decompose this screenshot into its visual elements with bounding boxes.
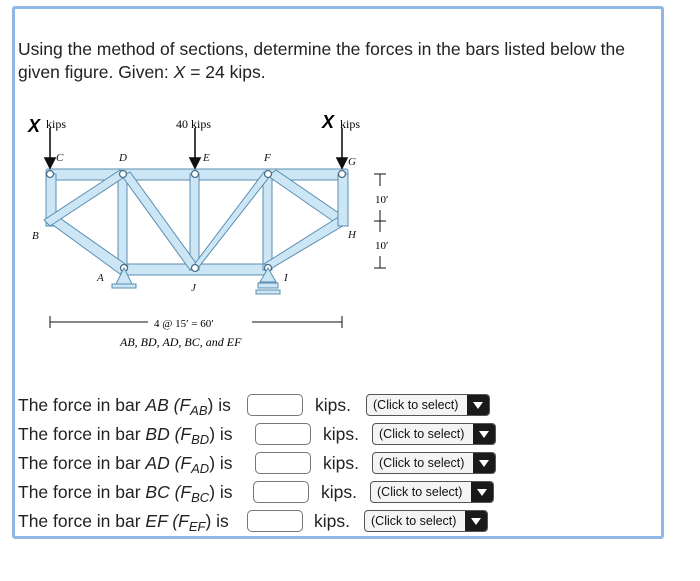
tension-compression-select-ef[interactable]: (Click to select) [364, 510, 488, 532]
row-label-ef: The force in bar EF $(F_{EF})$ is [18, 511, 229, 534]
tension-compression-select-bc[interactable]: (Click to select) [370, 481, 494, 503]
question-prompt: Using the method of sections, determine the forces in the bars listed below the given figure. Given: X = 24 kips. [18, 39, 625, 82]
node-label-c: C [56, 152, 64, 164]
load-left-unit: kips [46, 117, 67, 131]
row-label-bd: The force in bar BD $(F_{BD})$ is [18, 424, 233, 447]
row-label-ad: The force in bar AD $(F_{AD})$ is [18, 453, 233, 476]
node-label-e: E [203, 152, 210, 164]
node-label-d: D [119, 152, 127, 164]
answer-row-bd [18, 421, 538, 447]
answer-row-bc [18, 479, 538, 505]
answer-row-ab [18, 392, 538, 418]
unit-label-bc: kips. [321, 482, 357, 502]
unit-label-ad: kips. [323, 453, 359, 473]
dim-upper: 10′ [375, 194, 389, 206]
truss-members [44, 169, 348, 275]
figure-caption: AB, BD, AD, BC, and EF [120, 335, 242, 349]
force-input-bc[interactable] [253, 481, 309, 503]
tension-compression-select-bd[interactable]: (Click to select) [372, 423, 496, 445]
answer-row-ef [18, 508, 538, 534]
dropdown-arrow-icon [465, 511, 487, 531]
force-input-ef[interactable] [247, 510, 303, 532]
answer-row-ad [18, 450, 538, 476]
node-label-j: J [191, 282, 196, 294]
dim-lower: 10′ [375, 240, 389, 252]
unit-label-bd: kips. [323, 424, 359, 444]
force-input-ad[interactable] [255, 452, 311, 474]
dropdown-arrow-icon [471, 482, 493, 502]
load-arrows [45, 128, 347, 168]
node-label-f: F [264, 152, 271, 164]
unit-label-ef: kips. [314, 511, 350, 531]
node-label-a: A [97, 272, 104, 284]
row-label-bc: The force in bar BC $(F_{BC})$ is [18, 482, 233, 505]
span-label: 4 @ 15′ = 60′ [154, 318, 214, 330]
dropdown-arrow-icon [473, 424, 495, 444]
height-dimension [374, 174, 389, 268]
load-right-unit: kips [340, 117, 361, 131]
row-label-ab: The force in bar AB $(F_{AB})$ is [18, 395, 231, 418]
tension-compression-select-ad[interactable]: (Click to select) [372, 452, 496, 474]
force-input-bd[interactable] [255, 423, 311, 445]
load-middle: 40 kips [176, 117, 212, 131]
node-label-b: B [32, 230, 39, 242]
truss-figure [20, 108, 420, 364]
unit-label-ab: kips. [315, 395, 351, 415]
node-label-i: I [284, 272, 288, 284]
load-right-symbol: X [322, 112, 335, 132]
node-label-h: H [348, 229, 356, 241]
force-input-ab[interactable] [247, 394, 303, 416]
tension-compression-select-ab[interactable]: (Click to select) [366, 394, 490, 416]
dropdown-arrow-icon [473, 453, 495, 473]
load-left-symbol: X [28, 116, 41, 136]
dropdown-arrow-icon [467, 395, 489, 415]
node-label-g: G [348, 156, 356, 168]
